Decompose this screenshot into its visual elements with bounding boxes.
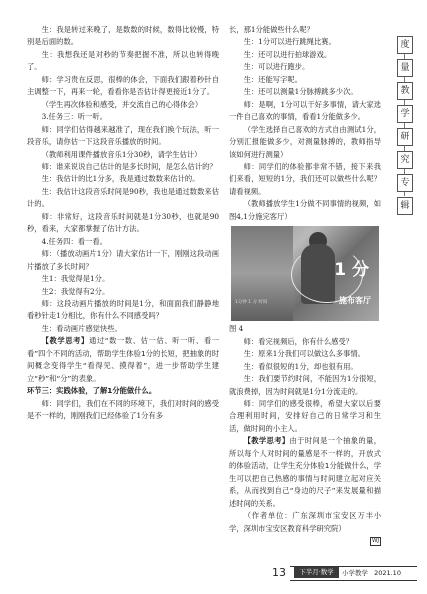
paragraph: 生：1分可以进行跳绳比赛。	[243, 37, 336, 47]
magazine-name: 小学教学	[342, 569, 368, 577]
reflection-text: 由于时间是一个抽象的量，所以每个人对时间的量感是不一样的，开放式的体验活动，让学生充分体验1分能做什么，学生可以把自己热感的事情与时间建立起对应关系，从而找到自己“身边的尺子”来发展量和描述时间的关系。	[229, 436, 382, 508]
paragraph: 3.任务三：听一听。	[41, 112, 107, 122]
paragraph: 生：还可以测量1分脉搏跳多少次。	[243, 87, 358, 97]
right-column	[229, 24, 381, 546]
paragraph: 生：看动画片感觉快些。	[41, 323, 122, 333]
paragraph: 4.任务四：看一看。	[41, 236, 107, 246]
paragraph: 师：同学们的体验都非常不错，接下来我们来看，短短的1分，我们还可以做些什么呢？请看视频。	[229, 161, 381, 196]
right-column-bottom	[229, 336, 381, 535]
paragraph: 生：我估计的比1分多，我是通过数数来估计的。	[41, 174, 200, 184]
paragraph: （学生再次体验和感受，并交流自己的心得体会）	[41, 99, 203, 109]
section-sidebar	[397, 36, 417, 220]
wj-mark: WJ	[371, 537, 379, 544]
paragraph: 师：这段动画片播放的时间是1分，和面面我们静静地看秒针走1分相比，你有什么不同感受吗？	[27, 298, 219, 321]
reflection-label: 【教学思考】	[243, 436, 290, 446]
paragraph: 生2：我觉得有2分。	[41, 286, 110, 296]
teaching-reflection	[229, 435, 381, 510]
figure-overlay-title: 1 分	[334, 260, 369, 281]
figure-overlay-caption: 施布客厅	[339, 295, 371, 305]
figure-jump-rope-photo	[231, 226, 379, 321]
reflection-label: 【教学思考】	[41, 336, 89, 346]
paragraph: 师：非常好，这段音乐时间就是1分30秒，也就是90秒，看来，大家都掌握了估计方法。	[27, 211, 219, 234]
issue-date: 2021.10	[374, 569, 401, 577]
paragraph: 生：我是转过来晚了，是数数的时候，数得比较慢，特别是后面的数。	[27, 25, 219, 47]
paragraph: 师：同学们，我们在不同的环境下，我们对时间的感受是不一样的，刚刚我们已经体验了1分有多	[27, 398, 219, 421]
page-number: 13	[272, 566, 286, 579]
right-column-top	[229, 24, 381, 223]
section-heading: 环节三：实践体验，了解1分能做什么。	[27, 386, 157, 396]
paragraph: 生：原来1分我们可以做这么多事情。	[243, 349, 365, 359]
paragraph: 生：还可以进行拍球游戏。	[243, 49, 332, 59]
sidebar-char: 量	[397, 59, 413, 77]
paragraph: 生：我们要节约时间，不能因为1分很短，就浪费掉，因为时间就是1分1分流走的。	[229, 374, 381, 396]
paragraph: 生：看似很短的1分，却也很有用。	[243, 361, 358, 371]
paragraph: 师：学习贵在反思，很棒的体会，下面我们跟着秒针自主调整一下，再来一轮，看看你是否估计得更接近1分了。	[27, 74, 219, 97]
paragraph: 师：看完视频后，你有什么感受？	[243, 336, 354, 346]
reflection-text: 通过“数一数、估一估、听一听、看一看”四个不同的活动，帮助学生体验1分的长短，把抽象的时间概念变得学生“看得见、摸得着”，进一步帮助学生建立“秒”和“分”的表象。	[27, 336, 220, 383]
sidebar-char: 学	[397, 105, 413, 123]
paragraph: 生：我想我还是对秒的节奏把握不准，所以也转得晚了。	[27, 49, 219, 72]
paragraph: 生：还能写字呢。	[243, 74, 302, 84]
footer-section-label: 下半月·数学	[294, 567, 339, 578]
paragraph: 师：是啊，1分可以干好多事情，请大家选一件自己喜欢的事情，看看1分能做多少。	[229, 99, 381, 122]
paragraph: 生：我估计这段音乐时间是90秒，我也是通过数数来估计的。	[27, 186, 219, 209]
paragraph: 生1：我觉得是1分。	[41, 274, 110, 284]
sidebar-char: 辑	[397, 197, 413, 215]
paragraph: 师：同学们估得越来越准了，现在我们换个玩法，听一段音乐，请你估一下这段音乐播放的时间。	[27, 124, 219, 147]
figure-caption: 图 4	[229, 324, 244, 334]
figure-small-text: 1分钟 1 分 时间	[235, 299, 268, 305]
paragraph: 师：谁来说说自己估计的是多长时间，是怎么估计的？	[41, 161, 217, 171]
paragraph: （教师利用课件播放音乐1分30秒，请学生估计）	[41, 149, 202, 159]
paragraph: 师：同学们的感受很棒，希望大家以后要合理利用时间，安排好自己的日常学习和生活，做时间的小主人。	[229, 398, 381, 433]
teaching-reflection	[27, 335, 219, 385]
paragraph: 生：可以进行跑步。	[243, 62, 310, 72]
sidebar-char: 专	[397, 174, 413, 192]
sidebar-char: 教	[397, 82, 413, 100]
sidebar-char: 研	[397, 128, 413, 146]
paragraph: 师：（播放动画片1分）请大家估计一下，刚刚这段动画片播放了多长时间？	[27, 249, 219, 271]
paragraph: （教师播放学生1分做不同事情的视频，如图4,1分施完客厅）	[229, 199, 381, 221]
paragraph: （作者单位：广东深圳市宝安区万丰小学，深圳市宝安区教育科学研究院）	[229, 511, 381, 533]
paragraph: （学生选择自己喜欢的方式自由测试1分，分别汇报能做多少，对测量脉搏的，教师指导该如何进行测量）	[229, 124, 381, 159]
paragraph: 长，那1分能做些什么呢？	[229, 25, 314, 34]
sidebar-char: 度	[397, 36, 413, 54]
sidebar-char: 究	[397, 151, 413, 169]
page-footer	[0, 562, 427, 584]
left-column	[27, 24, 219, 423]
